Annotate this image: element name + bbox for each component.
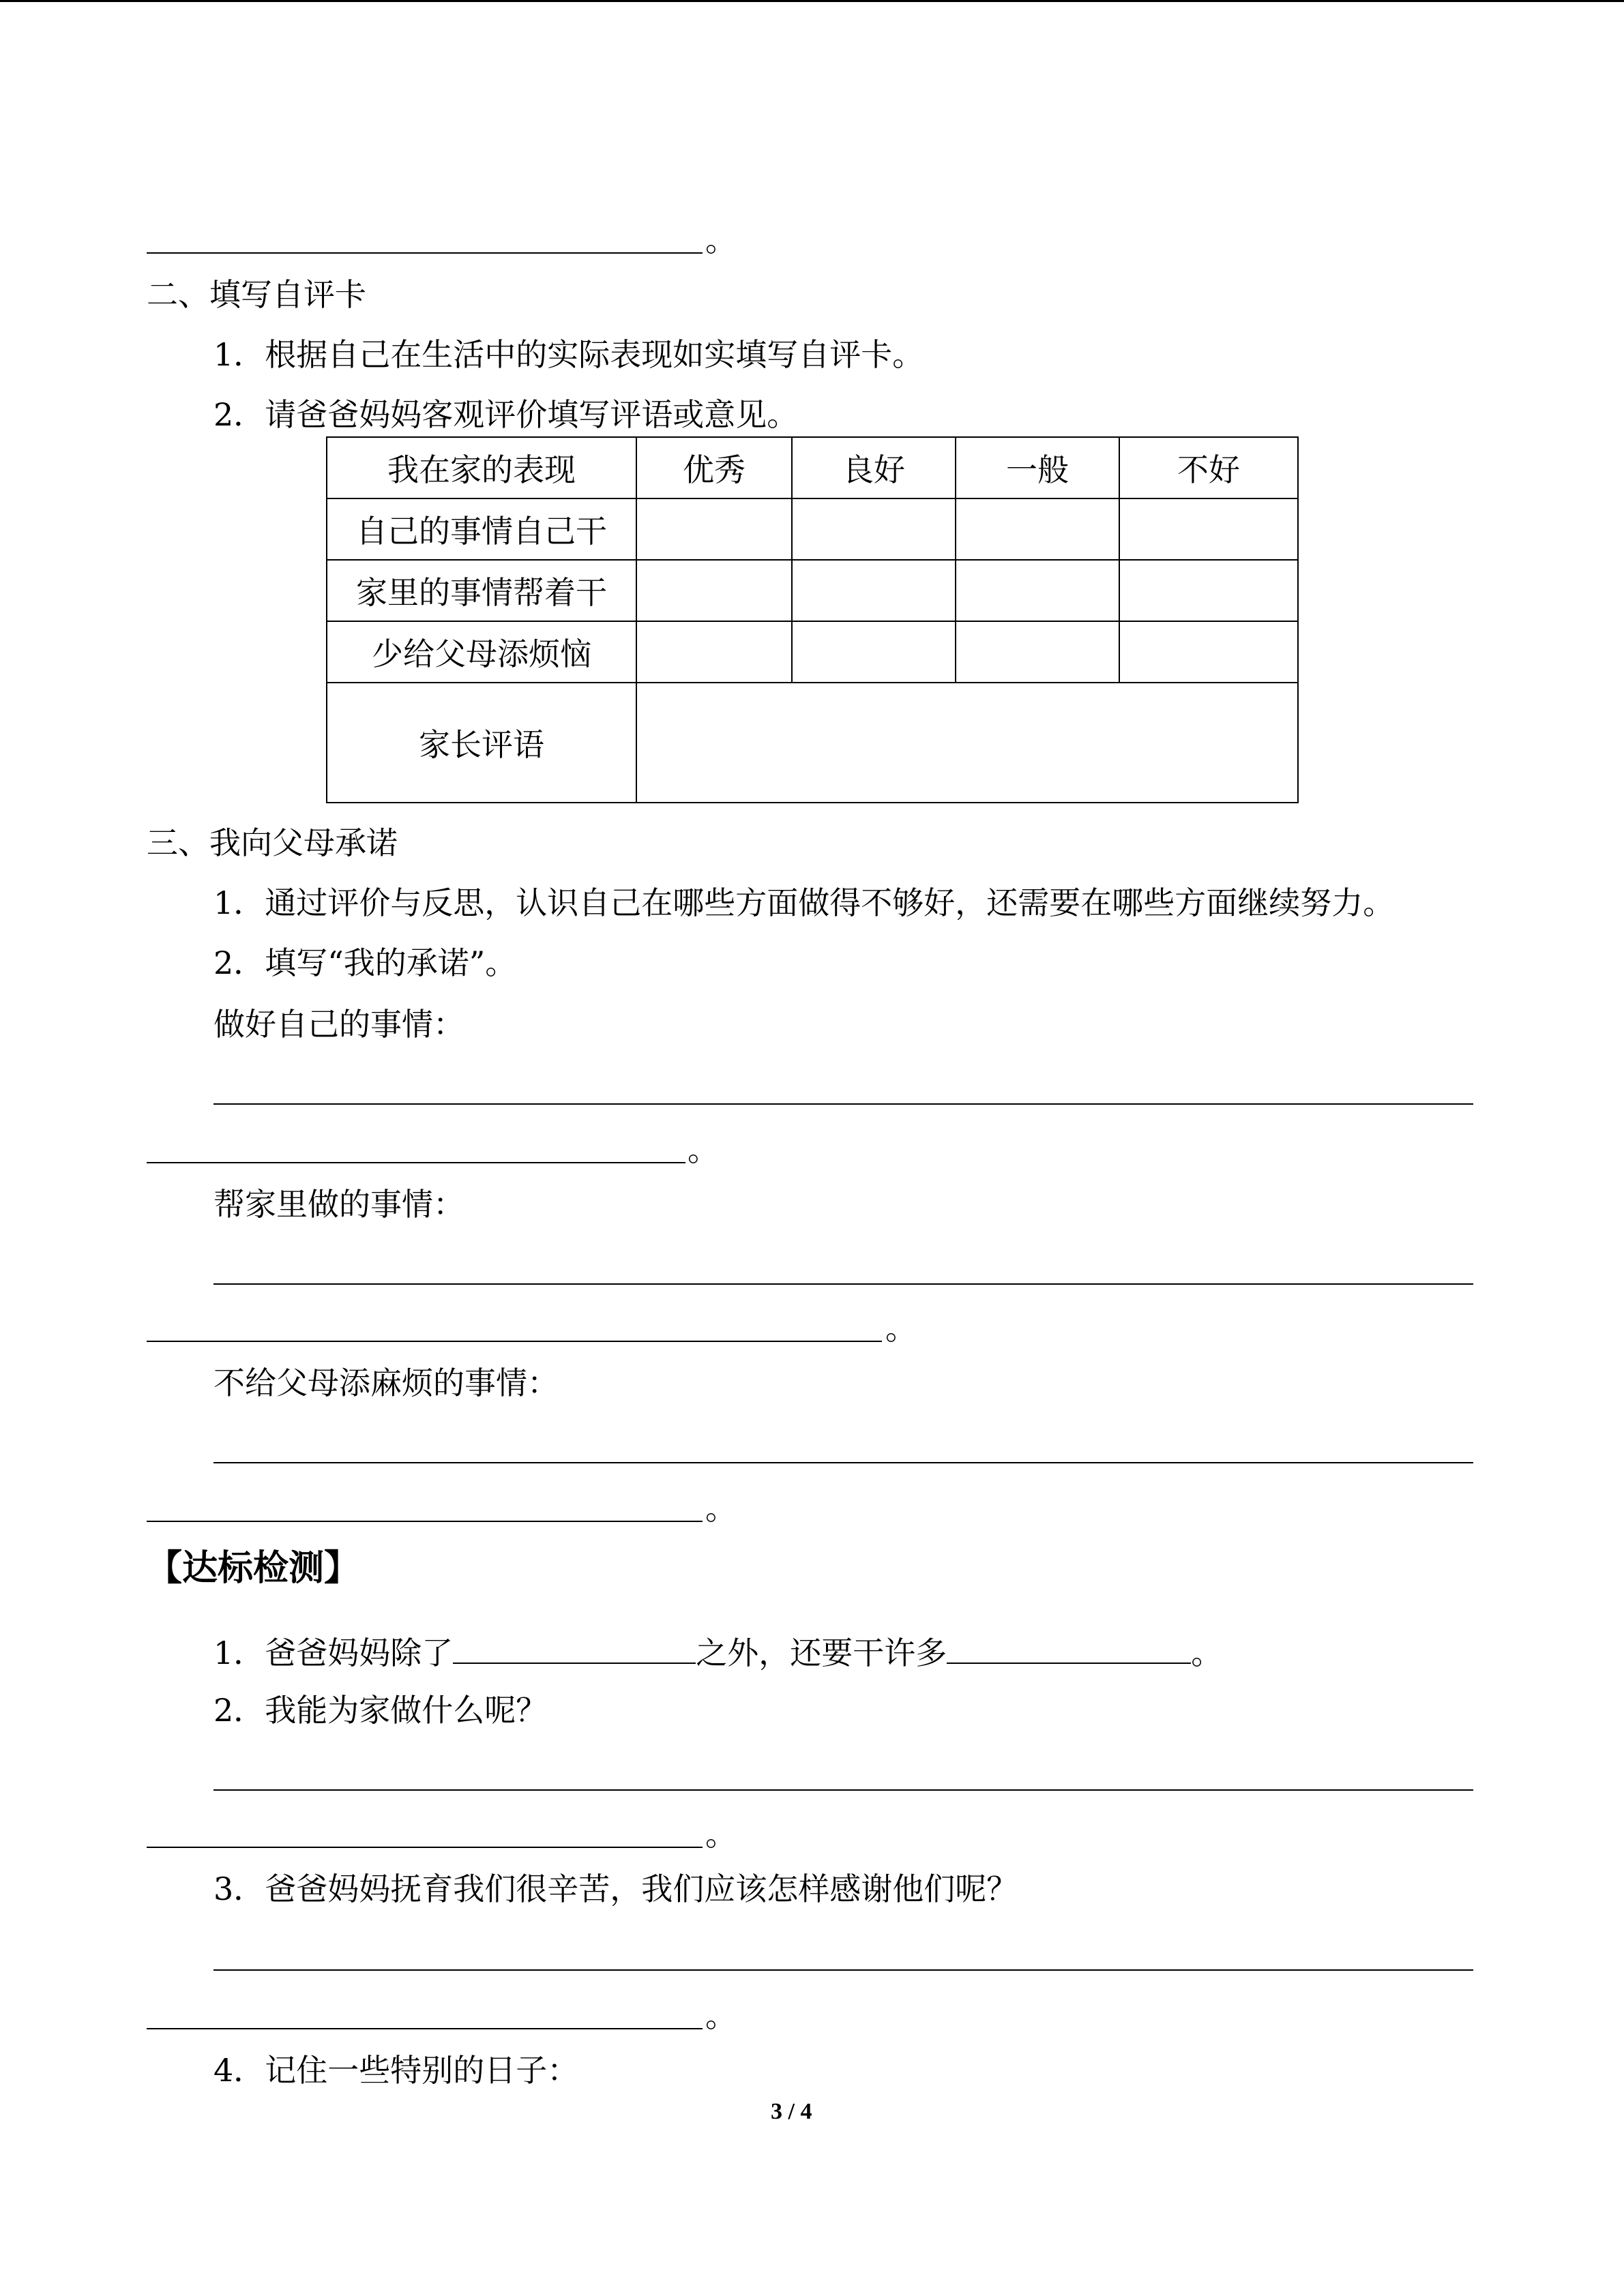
answer-line[interactable] [147, 2028, 703, 2029]
answer-line[interactable] [213, 1789, 1473, 1791]
rating-cell[interactable] [956, 560, 1119, 621]
answer-line[interactable] [147, 1162, 685, 1163]
table-header-cell: 良好 [792, 437, 956, 498]
fill-blank[interactable] [947, 1632, 1191, 1664]
row-label: 自己的事情自己干 [327, 498, 636, 560]
promise-prompt-parents: 不给父母添麻烦的事情： [213, 1365, 559, 1401]
period: 。 [705, 1490, 737, 1527]
rating-cell[interactable] [956, 621, 1119, 683]
question-4: 4．记住一些特别的日子： [213, 2052, 579, 2089]
rating-cell[interactable] [636, 498, 792, 560]
period: 。 [1191, 1635, 1223, 1671]
rating-cell[interactable] [792, 498, 956, 560]
rating-cell[interactable] [1119, 621, 1298, 683]
table-row [327, 560, 1298, 621]
section-2-item-1: 1．根据自己在生活中的实际表现如实填写自评卡。 [213, 336, 924, 373]
self-evaluation-table [326, 436, 1299, 803]
promise-prompt-self: 做好自己的事情： [213, 1006, 464, 1043]
check-section-title: 【达标检测】 [147, 1548, 360, 1589]
answer-line[interactable] [213, 1969, 1473, 1971]
answer-line[interactable] [147, 252, 703, 254]
promise-prompt-home: 帮家里做的事情： [213, 1186, 464, 1223]
fill-blank[interactable] [453, 1632, 696, 1664]
rating-cell[interactable] [636, 621, 792, 683]
question-3: 3．爸爸妈妈抚育我们很辛苦，我们应该怎样感谢他们呢？ [213, 1870, 1018, 1907]
answer-line[interactable] [147, 1521, 703, 1522]
answer-line[interactable] [213, 1283, 1473, 1285]
table-header-cell: 我在家的表现 [327, 437, 636, 498]
period: 。 [705, 1816, 737, 1853]
top-border [0, 0, 1624, 2]
period: 。 [688, 1131, 719, 1168]
table-header-cell: 不好 [1119, 437, 1298, 498]
rating-cell[interactable] [1119, 498, 1298, 560]
table-row [327, 683, 1298, 803]
period: 。 [705, 1997, 737, 2034]
table-header-cell: 优秀 [636, 437, 792, 498]
section-3-item-2: 2．填写“我的承诺”。 [213, 944, 517, 981]
section-2-item-2: 2．请爸爸妈妈客观评价填写评语或意见。 [213, 396, 799, 433]
rating-cell[interactable] [792, 560, 956, 621]
answer-line[interactable] [147, 1847, 703, 1848]
question-1-part-a: 1．爸爸妈妈除了 [213, 1635, 454, 1671]
table-header-row [327, 437, 1298, 498]
rating-cell[interactable] [956, 498, 1119, 560]
table-header-cell: 一般 [956, 437, 1119, 498]
page-number: 3 / 4 [771, 2099, 812, 2124]
rating-cell[interactable] [636, 560, 792, 621]
section-3-title: 三、我向父母承诺 [147, 824, 398, 861]
comment-label: 家长评语 [327, 683, 636, 803]
period: 。 [705, 222, 737, 258]
rating-cell[interactable] [792, 621, 956, 683]
period: 。 [885, 1310, 917, 1347]
question-1 [213, 1632, 1222, 1672]
row-label: 少给父母添烦恼 [327, 621, 636, 683]
question-2: 2．我能为家做什么呢？ [213, 1692, 548, 1729]
section-2-title: 二、填写自评卡 [147, 276, 366, 313]
table-row [327, 498, 1298, 560]
question-1-part-b: 之外，还要干许多 [696, 1635, 947, 1671]
row-label: 家里的事情帮着干 [327, 560, 636, 621]
answer-line[interactable] [213, 1462, 1473, 1463]
section-3-item-1: 1．通过评价与反思，认识自己在哪些方面做得不够好，还需要在哪些方面继续努力。 [213, 884, 1395, 921]
answer-line[interactable] [213, 1103, 1473, 1105]
rating-cell[interactable] [1119, 560, 1298, 621]
answer-line[interactable] [147, 1341, 882, 1342]
parent-comment-cell[interactable] [636, 683, 1298, 803]
table-row [327, 621, 1298, 683]
